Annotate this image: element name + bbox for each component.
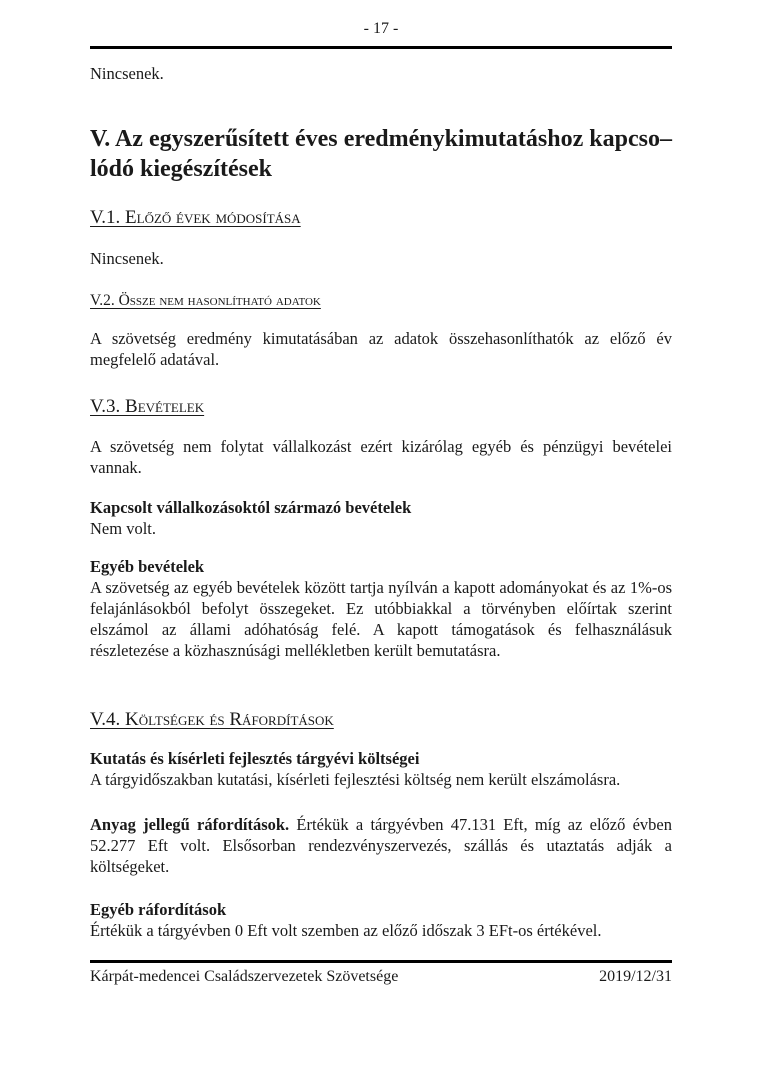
material-expenses-text: Értékük a tárgyévben 47.131 Eft, míg az előző évben 52.277 Eft volt. Elsősorban rendezvényszervezés, szállás és utaztatás adják a költségeket. (90, 815, 672, 876)
main-heading (90, 124, 672, 184)
research-costs-subheading: Kutatás és kísérleti fejlesztés tárgyévi költségei (90, 749, 420, 768)
main-heading-line2: lódó kiegészítések (90, 156, 272, 182)
related-revenues-text: Nem volt. (90, 519, 156, 538)
section-heading-v1: V.1. Előző évek módosítása (90, 207, 301, 228)
v2-paragraph: A szövetség eredmény kimutatásában az adatok összehasonlíthatók az előző év megfelelő adatával. (90, 329, 672, 369)
other-revenues-subheading: Egyéb bevételek (90, 557, 205, 576)
related-revenues-subheading: Kapcsolt vállalkozásoktól származó bevételek (90, 498, 412, 517)
v1-text: Nincsenek. (90, 249, 164, 268)
other-revenues-paragraph: A szövetség az egyéb bevételek között tartja nyílván a kapott adományokat és az 1%-os felajánlásokból befolyt összegeket. Ez utóbbiakkal a törvényben előírtak szerint elszámol az állami adóhatóság felé. A kapott támogatások és felhasználásuk részletezése a közhasznúsági mellékletben került bemutatásra. (90, 578, 672, 660)
v3-intro-paragraph: A szövetség nem folytat vállalkozást ezért kizárólag egyéb és pénzügyi bevételei vannak. (90, 437, 672, 477)
main-heading-line1: V. Az egyszerűsített éves eredménykimutatáshoz kapcso– (90, 126, 672, 152)
research-costs-text: A tárgyidőszakban kutatási, kísérleti fejlesztési költség nem került elszámolásra. (90, 770, 621, 789)
section-heading-v3: V.3. Bevételek (90, 396, 205, 417)
other-expenses-text: Értékük a tárgyévben 0 Eft volt szemben az előző időszak 3 EFt-os értékével. (90, 921, 602, 940)
header-rule (90, 46, 672, 49)
footer-date: 2019/12/31 (599, 968, 672, 985)
material-expenses-lead: Anyag jellegű ráfordítások. (90, 815, 290, 834)
other-expenses-subheading: Egyéb ráfordítások (90, 900, 227, 919)
page-number: - 17 - (363, 20, 399, 37)
section-heading-v2: V.2. Össze nem hasonlítható adatok (90, 292, 321, 309)
no-items-note-top: Nincsenek. (90, 64, 164, 83)
footer-organization: Kárpát-medencei Családszervezetek Szövetsége (90, 968, 399, 985)
section-heading-v4: V.4. Költségek és Ráfordítások (90, 709, 334, 730)
material-expenses-paragraph (90, 814, 672, 877)
page-footer (90, 960, 672, 987)
